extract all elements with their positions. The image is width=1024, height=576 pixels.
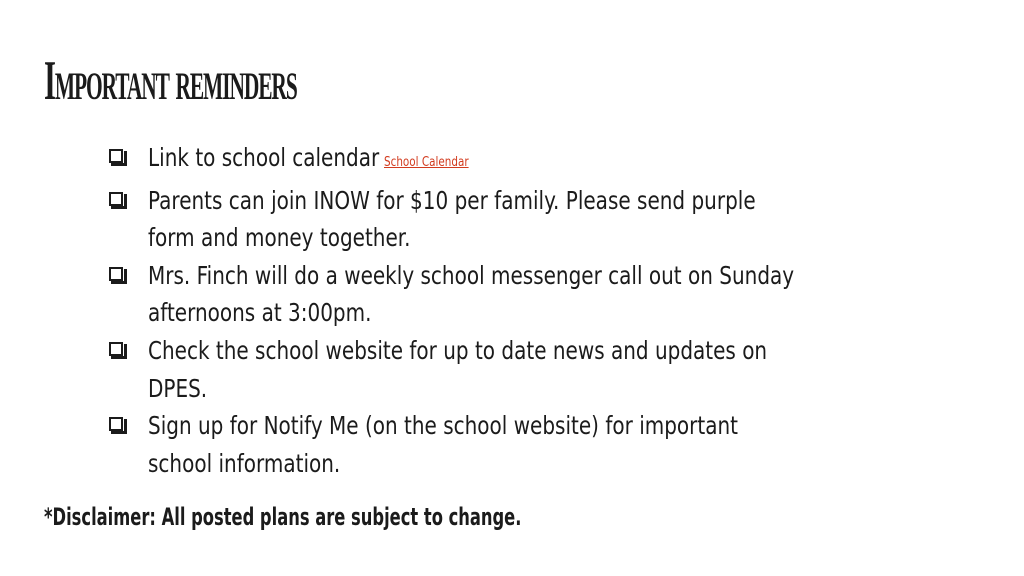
reminder-text-notify: Sign up for Notify Me (on the school website) for important school information. (148, 411, 738, 478)
disclaimer: *Disclaimer: All posted plans are subject to change. (44, 503, 522, 531)
reminder-item-messenger (108, 257, 968, 332)
slide-title: Important reminders (44, 50, 297, 112)
checkbox-bullet-icon (108, 407, 148, 445)
reminder-text-inow: Parents can join INOW for $10 per family. Please send purple form and money together. (148, 185, 756, 253)
reminder-item-website (108, 332, 968, 407)
reminder-list (108, 139, 968, 482)
reminder-item-inow (108, 182, 968, 257)
reminder-text-messenger: Mrs. Finch will do a weekly school messenger call out on Sunday afternoons at 3:00pm. (148, 260, 795, 328)
reminder-text (148, 139, 804, 182)
reminder-text-website: Check the school website for up to date news and updates on DPES. (148, 335, 768, 403)
reminder-item-calendar (108, 139, 968, 182)
checkbox-bullet-icon (108, 332, 148, 370)
checkbox-bullet-icon (108, 182, 148, 220)
checkbox-bullet-icon (108, 139, 148, 177)
reminder-text-calendar: Link to school calendar (148, 143, 380, 172)
reminder-item-notify (108, 407, 968, 482)
school-calendar-link[interactable]: School Calendar (384, 155, 469, 170)
checkbox-bullet-icon (108, 257, 148, 295)
